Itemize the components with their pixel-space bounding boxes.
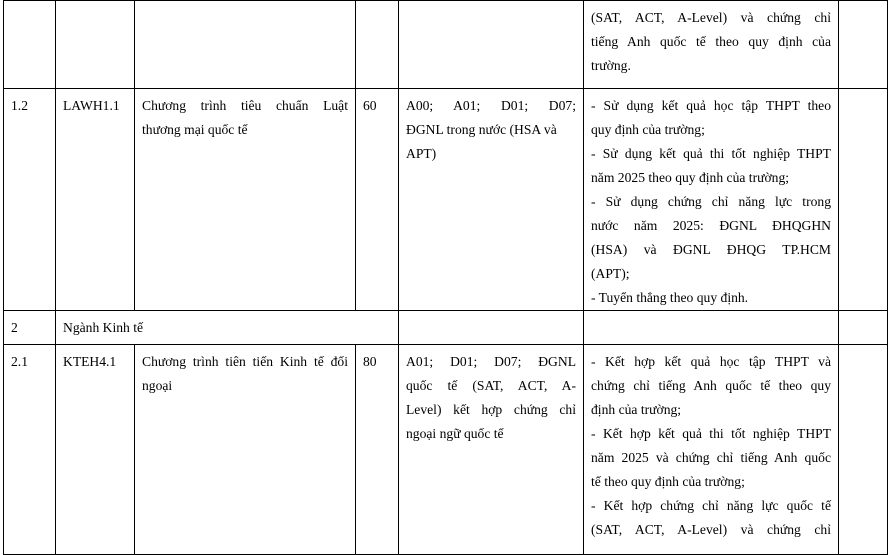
method-cell (584, 345, 839, 555)
method-line: trường. (591, 58, 631, 73)
combo-line: APT) (406, 146, 437, 161)
method-line: (SAT, ACT, A-Level) và chứng chỉ (591, 10, 831, 25)
combo-cell (399, 345, 584, 555)
combo-cell (399, 311, 584, 345)
stt-cell (4, 1, 56, 89)
code-cell (56, 1, 135, 89)
method-line: chứng chỉ tiếng Anh quốc tế theo quy (591, 378, 831, 393)
table-row (4, 1, 888, 89)
code-cell: LAWH1.1 (56, 89, 135, 311)
quota-cell: 60 (356, 89, 399, 311)
combo-line: ĐGNL trong nước (HSA và (406, 122, 557, 137)
method-line: (SAT, ACT, A-Level) và chứng chỉ (591, 522, 831, 537)
method-line: - Sử dụng kết quả học tập THPT theo (591, 98, 831, 113)
method-line: - Sử dụng chứng chỉ năng lực trong (591, 194, 831, 209)
stt-cell: 1.2 (4, 89, 56, 311)
program-line: Chương trình tiêu chuẩn Luật (142, 98, 348, 113)
method-cell (584, 311, 839, 345)
method-line: (HSA) và ĐGNL ĐHQG TP.HCM (591, 242, 831, 257)
stt-cell: 2 (4, 311, 56, 345)
method-line: - Sử dụng kết quả thi tốt nghiệp THPT (591, 146, 831, 161)
program-cell (135, 345, 356, 555)
method-line: tiếng Anh quốc tế theo quy định của (591, 34, 831, 49)
code-cell: KTEH4.1 (56, 345, 135, 555)
note-cell (839, 89, 888, 311)
combo-line: quốc tế (SAT, ACT, A- (406, 378, 576, 393)
stt-cell: 2.1 (4, 345, 56, 555)
combo-cell (399, 89, 584, 311)
note-cell (839, 1, 888, 89)
method-cell (584, 1, 839, 89)
method-line: (APT); (591, 266, 630, 281)
note-cell (839, 311, 888, 345)
program-line: ngoại (142, 378, 173, 393)
quota-cell (356, 1, 399, 89)
combo-cell (399, 1, 584, 89)
combo-line: A01; D01; D07; ĐGNL (406, 354, 576, 369)
method-line: - Tuyển thẳng theo quy định. (591, 290, 749, 305)
method-line: - Kết hợp chứng chỉ năng lực quốc tế (591, 498, 831, 513)
note-cell (839, 345, 888, 555)
table-row (4, 345, 888, 555)
method-line: - Kết hợp kết quả học tập THPT và (591, 354, 831, 369)
combo-line: ngoại ngữ quốc tế (406, 426, 504, 441)
program-cell (135, 89, 356, 311)
method-line: quy định của trường; (591, 122, 705, 137)
admissions-table (3, 0, 888, 555)
program-cell (135, 1, 356, 89)
major-title: Ngành Kinh tế (63, 320, 144, 335)
table-row (4, 89, 888, 311)
table-row (4, 311, 888, 345)
method-line: năm 2025 và chứng chỉ tiếng Anh quốc (591, 450, 831, 465)
quota-cell: 80 (356, 345, 399, 555)
program-line: thương mại quốc tế (142, 122, 248, 137)
program-line: Chương trình tiên tiến Kinh tế đối (142, 354, 348, 369)
method-line: định của trường; (591, 402, 682, 417)
combo-line: Level) kết hợp chứng chỉ (406, 402, 576, 417)
major-cell (56, 311, 399, 345)
combo-line: A00; A01; D01; D07; (406, 98, 576, 113)
method-line: tế theo quy định của trường; (591, 474, 745, 489)
method-cell (584, 89, 839, 311)
method-line: năm 2025 theo quy định của trường; (591, 170, 790, 185)
method-line: - Kết hợp kết quả thi tốt nghiệp THPT (591, 426, 831, 441)
method-line: nước năm 2025: ĐGNL ĐHQGHN (591, 218, 831, 233)
